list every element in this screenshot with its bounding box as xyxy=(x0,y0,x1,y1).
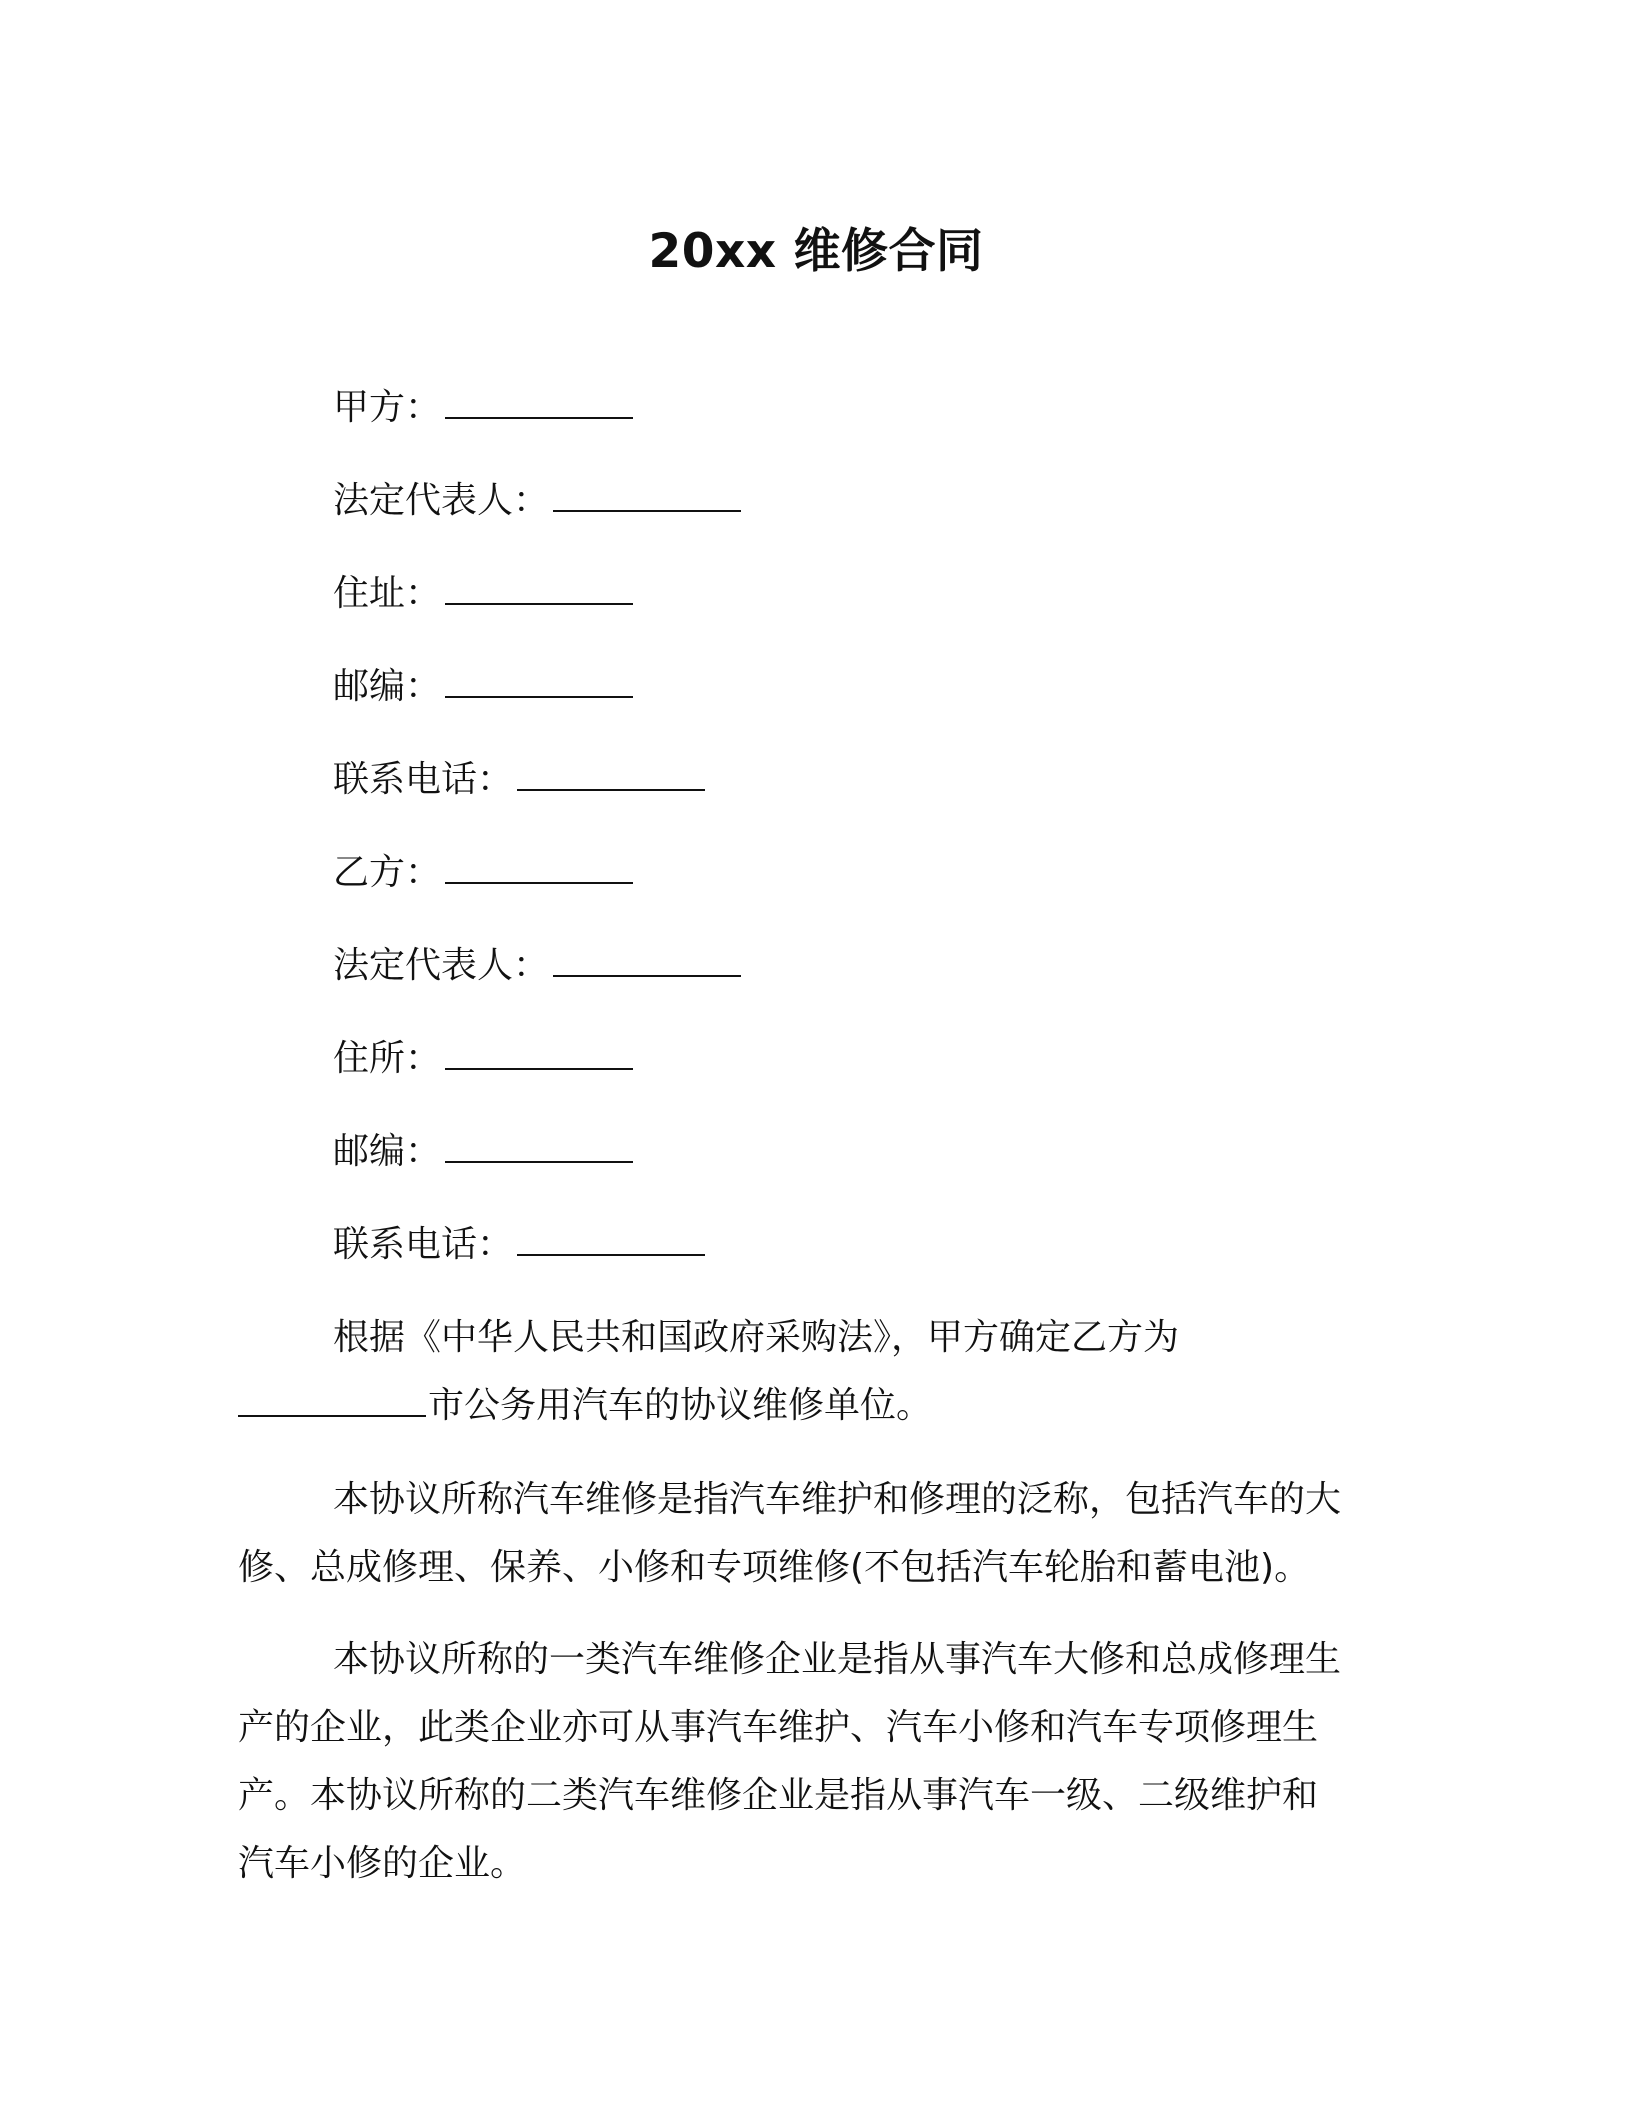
party-a-representative-blank xyxy=(553,480,741,512)
document-title: 20xx 维修合同 xyxy=(648,224,984,279)
party-b-phone-label: 联系电话： xyxy=(333,1224,514,1265)
paragraph-line: 本协议所称的一类汽车维修企业是指从事汽车大修和总成修理生 xyxy=(333,1639,1342,1680)
paragraph-line: 本协议所称汽车维修是指汽车维护和修理的泛称，包括汽车的大 xyxy=(333,1479,1342,1520)
party-a-name-label: 甲方： xyxy=(333,387,442,428)
party-b-name-field xyxy=(333,850,633,896)
paragraph-line-text: 市公务用汽车的协议维修单位。 xyxy=(428,1385,933,1426)
party-a-postcode-blank xyxy=(445,666,633,698)
party-b-address-label: 住所： xyxy=(333,1038,442,1079)
party-b-representative-label: 法定代表人： xyxy=(333,945,550,986)
paragraph-line: 根据《中华人民共和国政府采购法》，甲方确定乙方为 xyxy=(333,1317,1180,1358)
party-a-phone-label: 联系电话： xyxy=(333,759,514,800)
party-a-address-label: 住址： xyxy=(333,573,442,614)
paragraph-line: 产的企业，此类企业亦可从事汽车维护、汽车小修和汽车专项修理生 xyxy=(238,1707,1319,1748)
paragraph-maintenance-definition xyxy=(238,1466,1398,1602)
party-a-representative-label: 法定代表人： xyxy=(333,480,550,521)
party-b-name-blank xyxy=(445,852,633,884)
paragraph-line: 修、总成修理、保养、小修和专项维修(不包括汽车轮胎和蓄电池)。 xyxy=(238,1547,1311,1588)
party-b-phone-field xyxy=(333,1222,705,1268)
party-b-postcode-field xyxy=(333,1129,633,1175)
party-a-address-field xyxy=(333,571,633,617)
paragraph-line xyxy=(238,1372,1398,1440)
party-a-representative-field xyxy=(333,478,741,524)
party-a-name-field xyxy=(333,385,633,431)
party-b-representative-field xyxy=(333,943,741,989)
party-a-postcode-field xyxy=(333,664,633,710)
party-b-address-field xyxy=(333,1036,633,1082)
city-blank xyxy=(238,1385,426,1417)
paragraph-enterprise-classes xyxy=(238,1626,1398,1898)
party-b-postcode-label: 邮编： xyxy=(333,1131,442,1172)
party-a-name-blank xyxy=(445,387,633,419)
party-b-name-label: 乙方： xyxy=(333,852,442,893)
party-b-address-blank xyxy=(445,1038,633,1070)
party-a-postcode-label: 邮编： xyxy=(333,666,442,707)
paragraph-procurement-basis xyxy=(238,1304,1398,1440)
paragraph-line: 产。本协议所称的二类汽车维修企业是指从事汽车一级、二级维护和 xyxy=(238,1775,1319,1816)
paragraph-line: 汽车小修的企业。 xyxy=(238,1843,527,1884)
party-b-representative-blank xyxy=(553,945,741,977)
party-a-phone-field xyxy=(333,757,705,803)
party-b-postcode-blank xyxy=(445,1131,633,1163)
party-a-address-blank xyxy=(445,573,633,605)
party-b-phone-blank xyxy=(517,1224,705,1256)
party-a-phone-blank xyxy=(517,759,705,791)
